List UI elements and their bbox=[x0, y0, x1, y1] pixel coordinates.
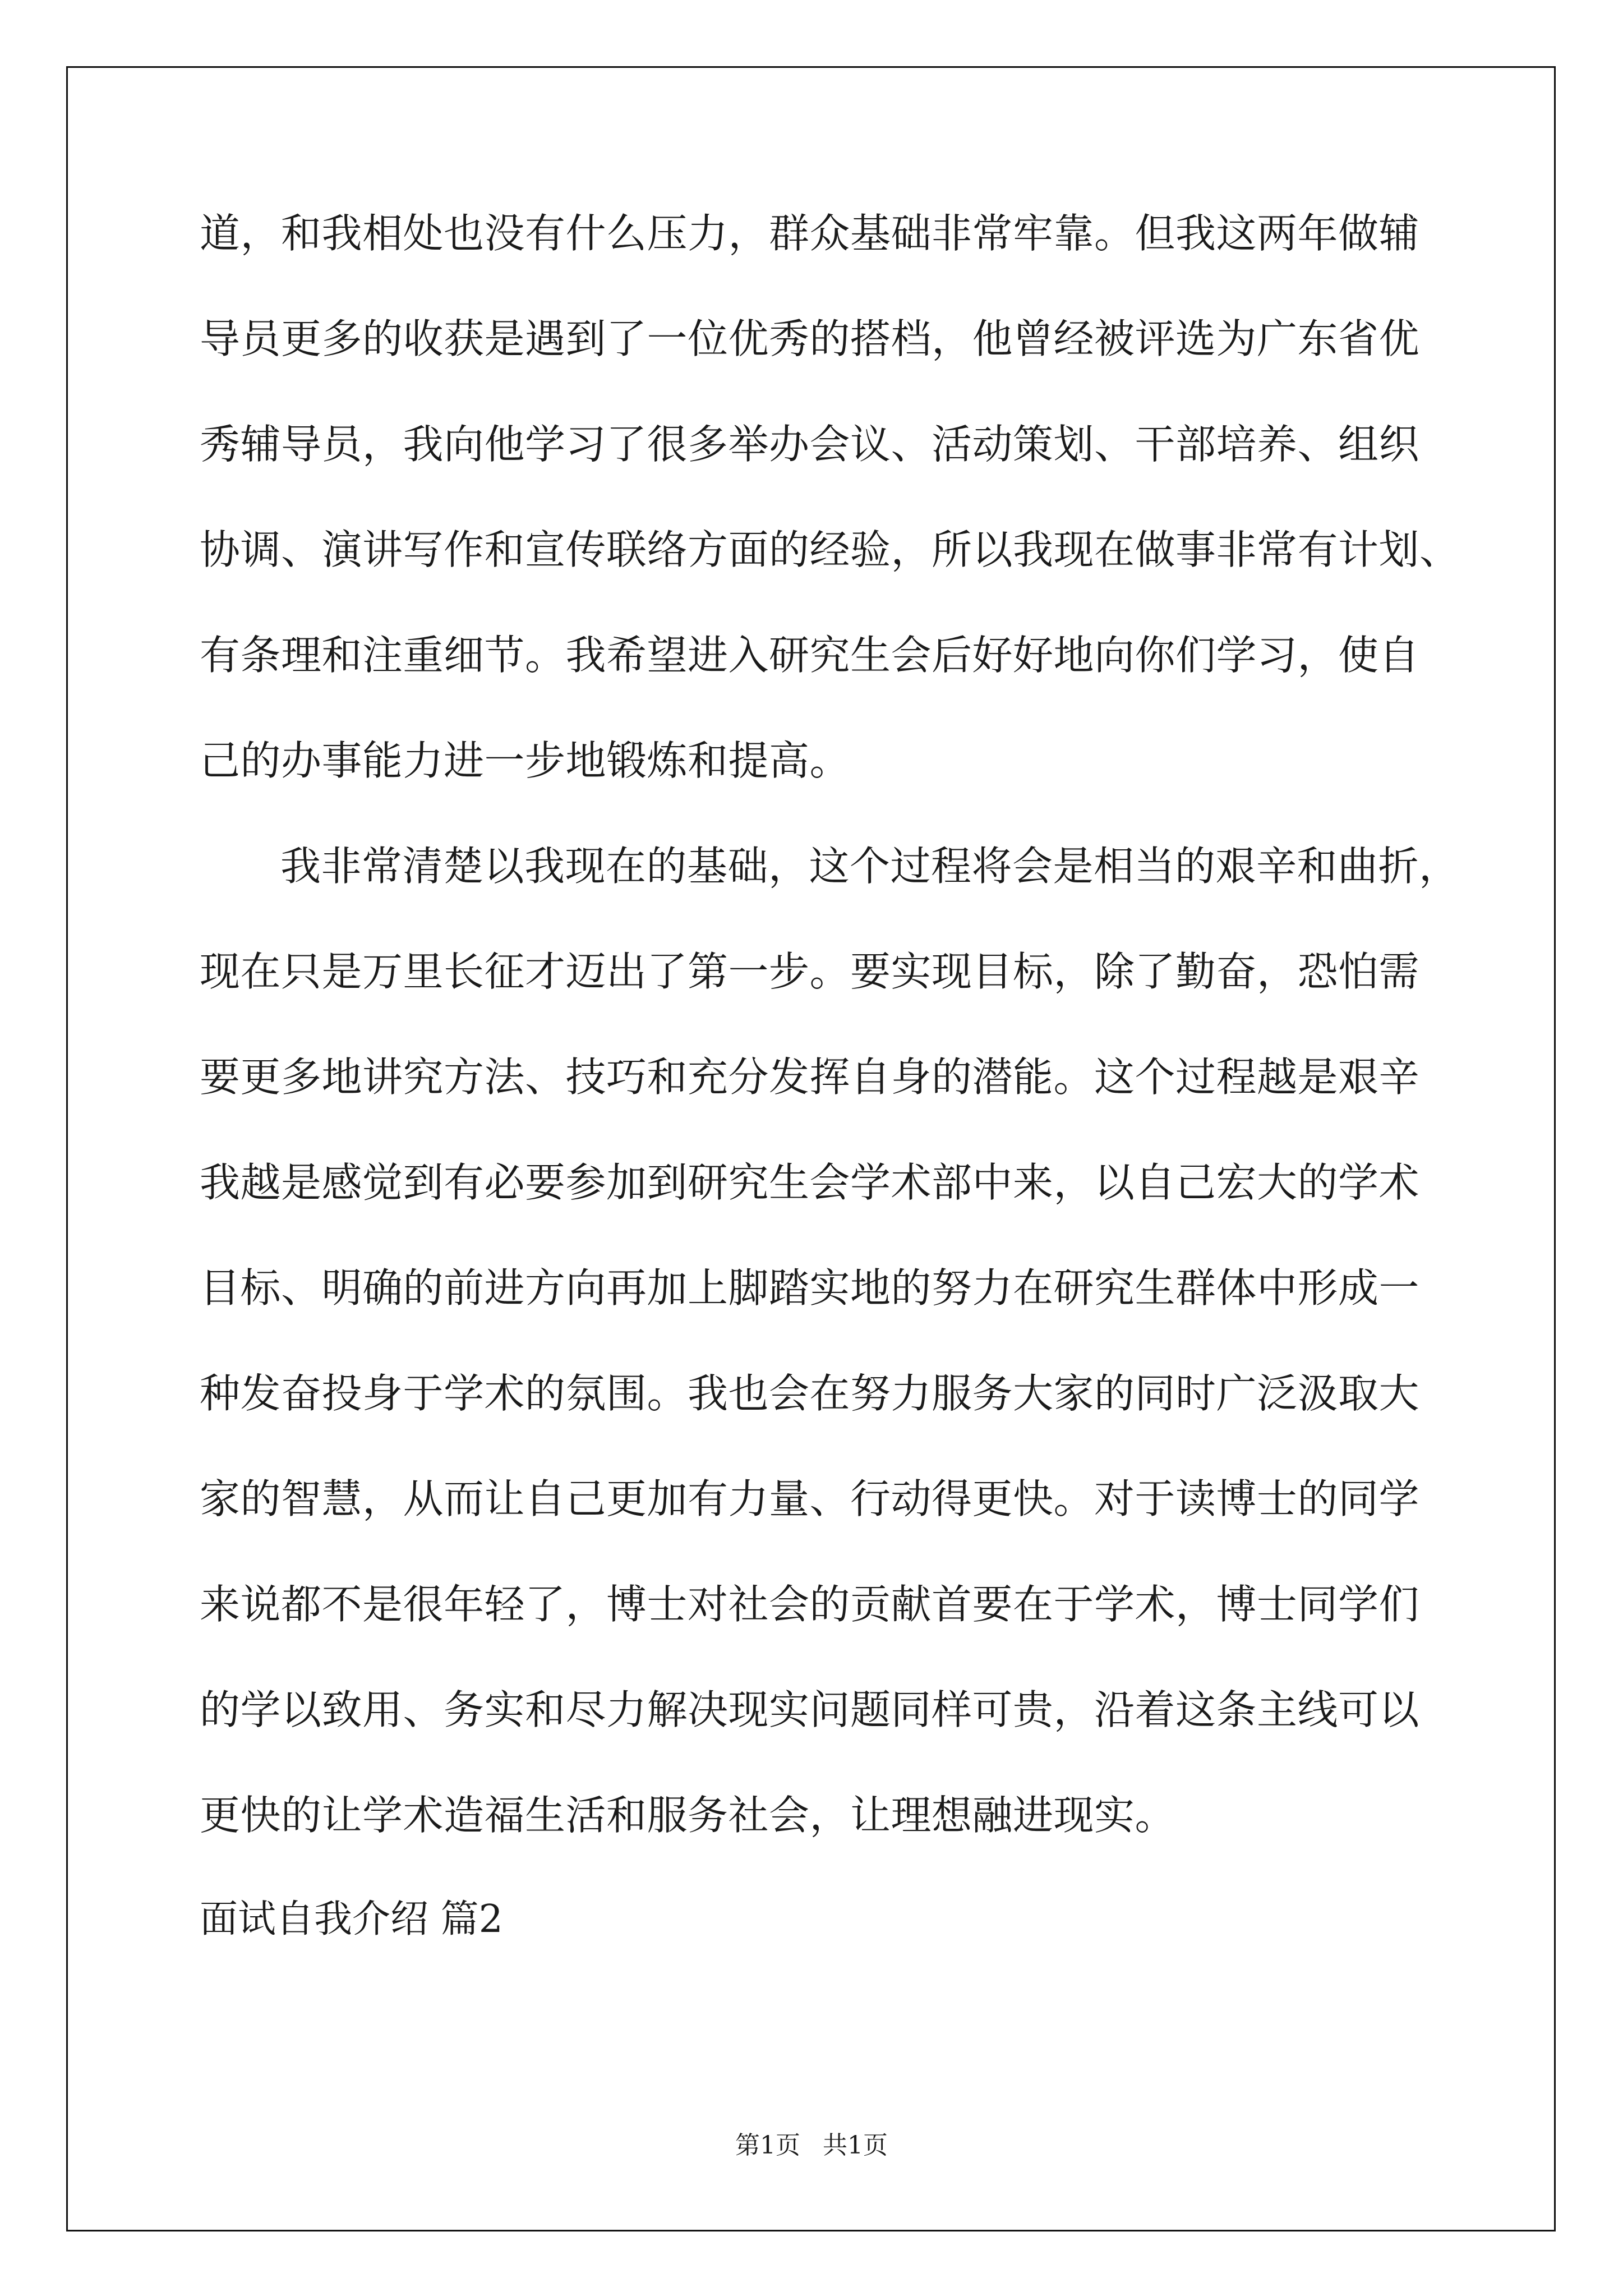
text-line: 协调、演讲写作和宣传联络方面的经验，所以我现在做事非常有计划、 bbox=[200, 526, 1460, 573]
text-line: 种发奋投身于学术的氛围。我也会在努力服务大家的同时广泛汲取大 bbox=[200, 1370, 1420, 1417]
text-line: 我越是感觉到有必要参加到研究生会学术部中来，以自己宏大的学术 bbox=[200, 1159, 1420, 1206]
text-line: 道，和我相处也没有什么压力，群众基础非常牢靠。但我这两年做辅 bbox=[200, 210, 1420, 257]
page-footer bbox=[0, 2132, 1623, 2160]
text-line: 来说都不是很年轻了，博士对社会的贡献首要在于学术，博士同学们 bbox=[200, 1581, 1420, 1628]
section-heading: 面试自我介绍 篇2 bbox=[200, 1897, 503, 1941]
text-line: 要更多地讲究方法、技巧和充分发挥自身的潜能。这个过程越是艰辛 bbox=[200, 1053, 1420, 1101]
text-line: 更快的让学术造福生活和服务社会，让理想融进现实。 bbox=[200, 1792, 1176, 1839]
text-line: 己的办事能力进一步地锻炼和提高。 bbox=[200, 737, 851, 784]
text-line: 目标、明确的前进方向再加上脚踏实地的努力在研究生群体中形成一 bbox=[200, 1264, 1420, 1312]
text-line: 有条理和注重细节。我希望进入研究生会后好好地向你们学习，使自 bbox=[200, 632, 1420, 679]
text-line: 的学以致用、务实和尽力解决现实问题同样可贵，沿着这条主线可以 bbox=[200, 1686, 1420, 1733]
text-line: 导员更多的收获是遇到了一位优秀的搭档，他曾经被评选为广东省优 bbox=[200, 315, 1420, 362]
text-line: 家的智慧，从而让自己更加有力量、行动得更快。对于读博士的同学 bbox=[200, 1475, 1420, 1522]
text-line: 秀辅导员，我向他学习了很多举办会议、活动策划、干部培养、组织 bbox=[200, 421, 1420, 468]
text-line: 我非常清楚以我现在的基础，这个过程将会是相当的艰辛和曲折， bbox=[280, 843, 1460, 890]
page-number: 第1页 bbox=[735, 2131, 800, 2160]
page-total: 共1页 bbox=[823, 2131, 888, 2160]
text-line: 现在只是万里长征才迈出了第一步。要实现目标，除了勤奋，恐怕需 bbox=[200, 948, 1420, 995]
document-body bbox=[200, 210, 1460, 2006]
